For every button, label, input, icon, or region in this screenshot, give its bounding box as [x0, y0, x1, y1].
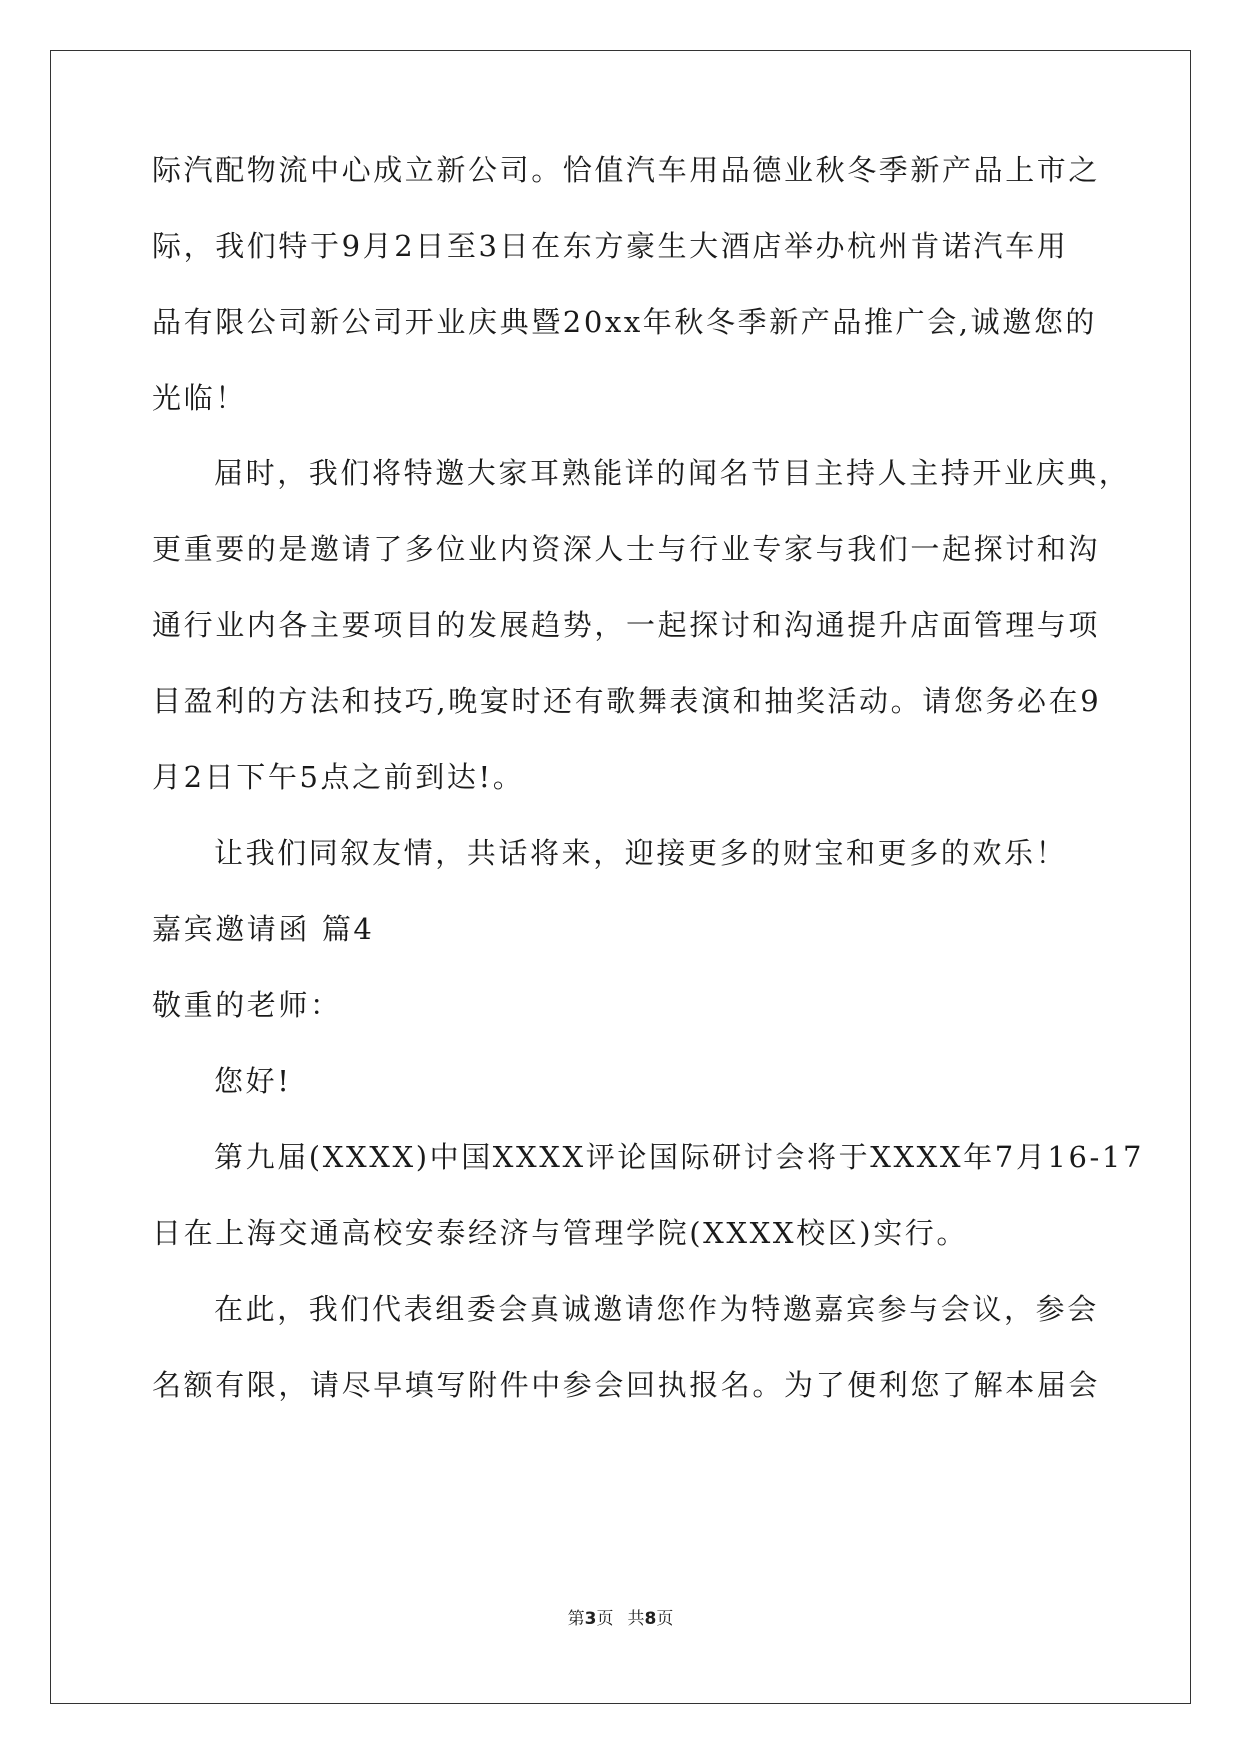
- total-prefix: 共: [627, 1609, 645, 1629]
- text-line: 届时，我们将特邀大家耳熟能详的闻名节目主持人主持开业庆典，: [214, 456, 1131, 490]
- text-line: 品有限公司新公司开业庆典暨20xx年秋冬季新产品推广会,诚邀您的: [152, 305, 1098, 339]
- page-prefix: 第: [567, 1609, 585, 1629]
- text-line: 第九届(XXXX)中国XXXX评论国际研讨会将于XXXX年7月16-17: [214, 1140, 1145, 1174]
- text-line: 更重要的是邀请了多位业内资深人士与行业专家与我们一起探讨和沟: [152, 532, 1101, 566]
- section-heading: 嘉宾邀请函 篇4: [152, 912, 375, 946]
- page-suffix: 页: [596, 1609, 614, 1629]
- current-page-number: 3: [584, 1609, 597, 1629]
- text-line: 光临！: [152, 381, 247, 415]
- text-line: 通行业内各主要项目的发展趋势，一起探讨和沟通提升店面管理与项: [152, 608, 1101, 642]
- text-line: 日在上海交通高校安泰经济与管理学院(XXXX校区)实行。: [152, 1216, 969, 1250]
- salutation: 敬重的老师：: [152, 988, 342, 1022]
- text-line: 名额有限，请尽早填写附件中参会回执报名。为了便利您了解本届会: [152, 1368, 1101, 1402]
- page-border: [50, 50, 1191, 1704]
- text-line: 际，我们特于9月2日至3日在东方豪生大酒店举办杭州肯诺汽车用: [152, 229, 1069, 263]
- total-pages-number: 8: [644, 1609, 657, 1629]
- page-footer: [0, 1608, 1241, 1630]
- text-line: 目盈利的方法和技巧,晚宴时还有歌舞表演和抽奖活动。请您务必在9: [152, 684, 1102, 718]
- text-line: 际汽配物流中心成立新公司。恰值汽车用品德业秋冬季新产品上市之: [152, 153, 1101, 187]
- greeting: 您好!: [214, 1064, 292, 1098]
- text-line: 在此，我们代表组委会真诚邀请您作为特邀嘉宾参与会议，参会: [214, 1292, 1099, 1326]
- text-line: 让我们同叙友情，共话将来，迎接更多的财宝和更多的欢乐！: [214, 836, 1068, 870]
- text-line: 月2日下午5点之前到达!。: [152, 760, 525, 794]
- total-suffix: 页: [656, 1609, 674, 1629]
